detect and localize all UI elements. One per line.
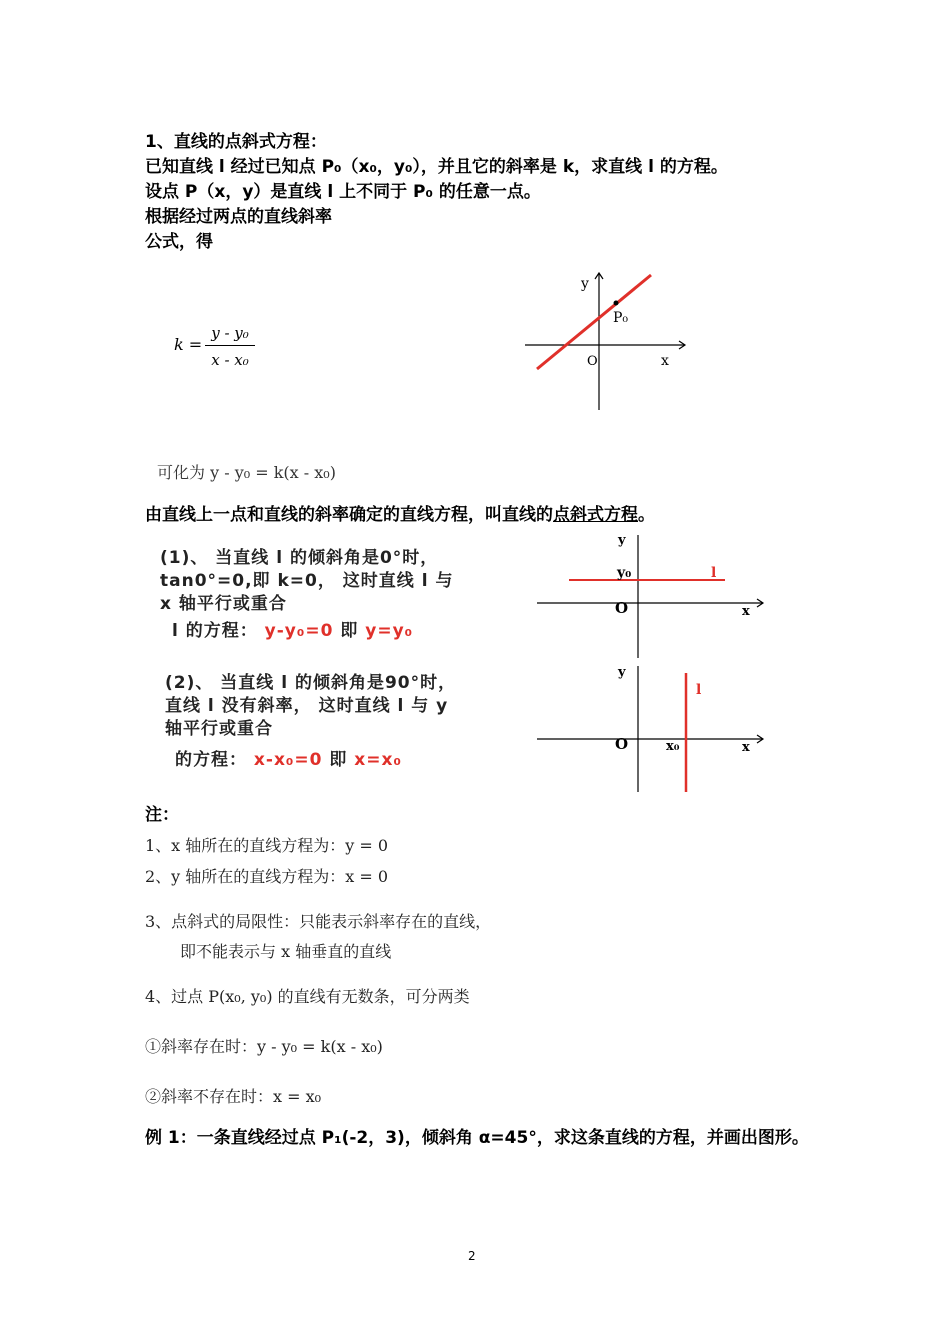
- note-5: ①斜率存在时：y - y₀ = k(x - x₀): [145, 1037, 383, 1056]
- line-l-label: l: [696, 682, 702, 698]
- y0-label: y₀: [617, 565, 632, 581]
- case2-line-2: 直线 l 没有斜率， 这时直线 l 与 y: [165, 696, 449, 716]
- definition-term: 点斜式方程: [553, 505, 638, 525]
- definition-end: 。: [638, 505, 655, 525]
- problem-line-2: 设点 P（x，y）是直线 l 上不同于 P₀ 的任意一点。: [145, 182, 541, 202]
- simplified-formula: 可化为 y - y₀ = k(x - x₀): [157, 463, 336, 482]
- case1-eq-simple: y=y₀: [365, 621, 414, 641]
- definition-text: 由直线上一点和直线的斜率确定的直线方程，叫直线的: [145, 505, 553, 525]
- x0-label: x₀: [666, 739, 680, 754]
- problem-line-3: 根据经过两点的直线斜率: [145, 207, 332, 227]
- y-axis-label: y: [618, 665, 626, 680]
- formula-k: k =: [174, 335, 203, 354]
- case2-line-3: 轴平行或重合: [165, 719, 273, 739]
- case1-eq-label: l 的方程：: [172, 621, 258, 641]
- origin-label: O: [587, 354, 598, 369]
- case2-eq-simple: x=x₀: [354, 750, 402, 770]
- note-3b: 即不能表示与 x 轴垂直的直线: [180, 942, 392, 961]
- line-l-label: l: [711, 565, 717, 581]
- page-number: 2: [468, 1249, 476, 1263]
- case2-line-4: [175, 745, 402, 770]
- note-6: ②斜率不存在时：x = x₀: [145, 1087, 322, 1106]
- formula-denominator: x - x₀: [211, 351, 249, 369]
- y-axis-label: y: [581, 276, 589, 292]
- example-1: 例 1：一条直线经过点 P₁(-2，3)，倾斜角 α=45°，求这条直线的方程，并画出图形。: [145, 1128, 809, 1148]
- x-axis-label: x: [661, 353, 669, 369]
- case1-ie: 即: [333, 621, 366, 641]
- definition: [145, 500, 655, 525]
- case1-line-1: (1)、 当直线 l 的倾斜角是0°时，: [160, 548, 439, 568]
- point-p0: [614, 301, 619, 306]
- note-2: 2、y 轴所在的直线方程为：x = 0: [145, 867, 389, 886]
- horizontal-line-graph: [535, 530, 770, 660]
- problem-line-1: 已知直线 l 经过已知点 P₀（x₀，y₀），并且它的斜率是 k，求直线 l 的方程。: [145, 157, 728, 177]
- case2-line-1: (2)、 当直线 l 的倾斜角是90°时，: [165, 673, 457, 693]
- case1-line-4: [172, 616, 413, 641]
- y-axis-label: y: [618, 533, 626, 548]
- x-axis-label: x: [742, 740, 750, 755]
- note-4: 4、过点 P(x₀, y₀) 的直线有无数条，可分两类: [145, 987, 470, 1006]
- x-axis-label: x: [742, 604, 750, 619]
- formula-numerator: y - y₀: [211, 324, 249, 342]
- vertical-line-graph: [535, 660, 770, 795]
- case1-eq: y-y₀=0: [264, 621, 334, 641]
- case2-eq-label: 的方程：: [175, 750, 247, 770]
- note-3a: 3、点斜式的局限性：只能表示斜率存在的直线，: [145, 912, 492, 931]
- case2-ie: 即: [322, 750, 355, 770]
- problem-line-4: 公式，得: [145, 232, 213, 252]
- case2-eq: x-x₀=0: [253, 750, 323, 770]
- note-1: 1、x 轴所在的直线方程为：y = 0: [145, 836, 389, 855]
- p0-label: P₀: [613, 310, 629, 326]
- origin-label: O: [615, 599, 629, 617]
- case1-line-3: x 轴平行或重合: [160, 594, 287, 614]
- case1-line-2: tan0°=0,即 k=0， 这时直线 l 与: [160, 571, 454, 591]
- point-slope-graph: [520, 265, 690, 415]
- section-heading: 1、直线的点斜式方程：: [145, 132, 327, 152]
- fraction-bar: [205, 345, 255, 346]
- origin-label: O: [615, 735, 629, 753]
- notes-title: 注：: [145, 805, 179, 825]
